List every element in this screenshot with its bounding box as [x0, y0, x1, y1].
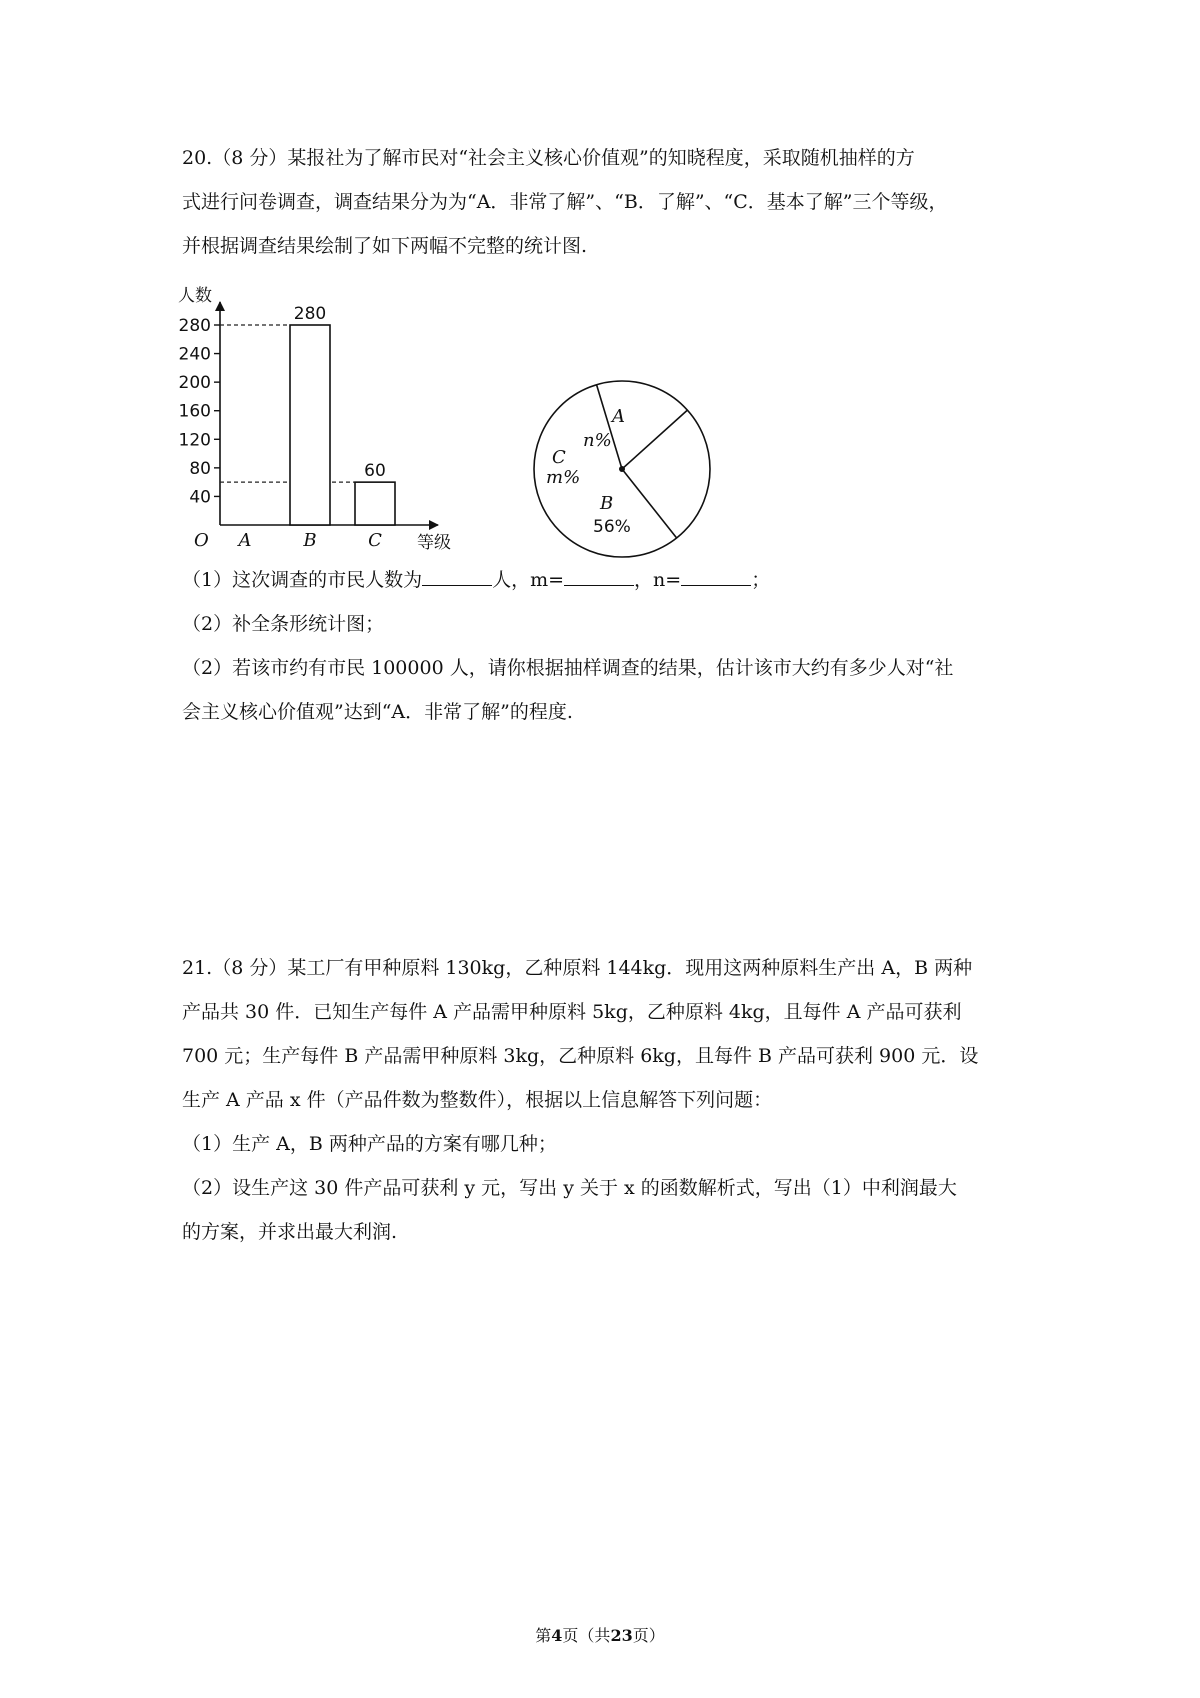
pie-chart [525, 370, 725, 570]
y-tick-label: 160 [178, 401, 211, 422]
y-tick-label: 40 [189, 487, 211, 508]
q20-sub-1-text-a: （1）这次调查的市民人数为 [182, 569, 423, 591]
pie-value-a: n% [583, 430, 612, 451]
y-tick-label: 200 [178, 373, 211, 394]
pie-label-a: A [612, 406, 625, 427]
q20-sub-1-text-c: ，n= [634, 569, 682, 591]
q20-sub-1 [182, 566, 770, 594]
q21-line-2: 产品共 30 件．已知生产每件 A 产品需甲种原料 5kg，乙种原料 4kg，且每件 A 产品可获利 [182, 1001, 962, 1023]
footer-suffix: 页） [632, 1626, 665, 1645]
q20-line-1: 20.（8 分）某报社为了解市民对“社会主义核心价值观”的知晓程度，采取随机抽样的方 [182, 147, 915, 169]
bar-C [355, 482, 395, 525]
q21-sub-2-line-2: 的方案，并求出最大利润. [182, 1221, 398, 1243]
origin-label: O [194, 530, 209, 551]
x-category-B: B [303, 530, 317, 551]
q21-sub-1: （1）生产 A，B 两种产品的方案有哪几种； [182, 1133, 557, 1155]
pie-center [619, 466, 625, 472]
bar-value-label-C: 60 [364, 461, 386, 482]
q20-sub-3-line-2: 会主义核心价值观”达到“A．非常了解”的程度. [182, 701, 573, 723]
y-tick-label: 80 [189, 458, 211, 479]
bar-B [290, 325, 330, 525]
q20-line-3: 并根据调查结果绘制了如下两幅不完整的统计图. [182, 235, 588, 257]
footer-page-number: 4 [551, 1626, 563, 1645]
y-tick-label: 280 [178, 316, 211, 336]
answer-blank-n[interactable] [681, 567, 751, 586]
pie-label-c: C [552, 447, 566, 468]
footer-prefix: 第 [535, 1626, 552, 1645]
q21-line-1: 21.（8 分）某工厂有甲种原料 130kg，乙种原料 144kg．现用这两种原料生产出 A，B 两种 [182, 957, 973, 979]
pie-value-c: m% [546, 467, 581, 488]
page-footer [0, 1623, 1200, 1646]
q20-sub-1-text-b: 人，m= [492, 569, 565, 591]
answer-blank-count[interactable] [422, 567, 492, 586]
q20-sub-2: （2）补全条形统计图； [182, 613, 385, 635]
bar-value-label-B: 280 [293, 304, 327, 324]
q21-sub-2-line-1: （2）设生产这 30 件产品可获利 y 元，写出 y 关于 x 的函数解析式，写出（1）中利润最大 [182, 1177, 957, 1199]
q21-line-3: 700 元；生产每件 B 产品需甲种原料 3kg，乙种原料 6kg，且每件 B 产品可获利 900 元．设 [182, 1045, 979, 1067]
y-tick-label: 120 [178, 430, 211, 451]
q21-line-4: 生产 A 产品 x 件（产品件数为整数件），根据以上信息解答下列问题： [182, 1089, 773, 1111]
x-category-A: A [238, 530, 252, 551]
answer-blank-m[interactable] [564, 567, 634, 586]
y-tick-label: 240 [178, 344, 211, 365]
q20-sub-3-line-1: （2）若该市约有市民 100000 人，请你根据抽样调查的结果，估计该市大约有多少人对“社 [182, 657, 954, 679]
footer-total-pages: 23 [610, 1626, 633, 1645]
x-axis-label: 等级 [417, 533, 451, 553]
pie-label-b: B [600, 493, 614, 514]
x-category-C: C [368, 530, 382, 551]
footer-middle: 页（共 [562, 1626, 611, 1645]
pie-value-b: 56% [593, 517, 631, 537]
q20-line-2: 式进行问卷调查，调查结果分为为“A．非常了解”、“B．了解”、“C．基本了解”三个等级， [182, 191, 948, 213]
bar-chart [170, 286, 480, 553]
y-axis-label: 人数 [178, 286, 212, 306]
pie-slice-boundary [622, 410, 687, 469]
q20-sub-1-text-d: ； [751, 569, 771, 591]
